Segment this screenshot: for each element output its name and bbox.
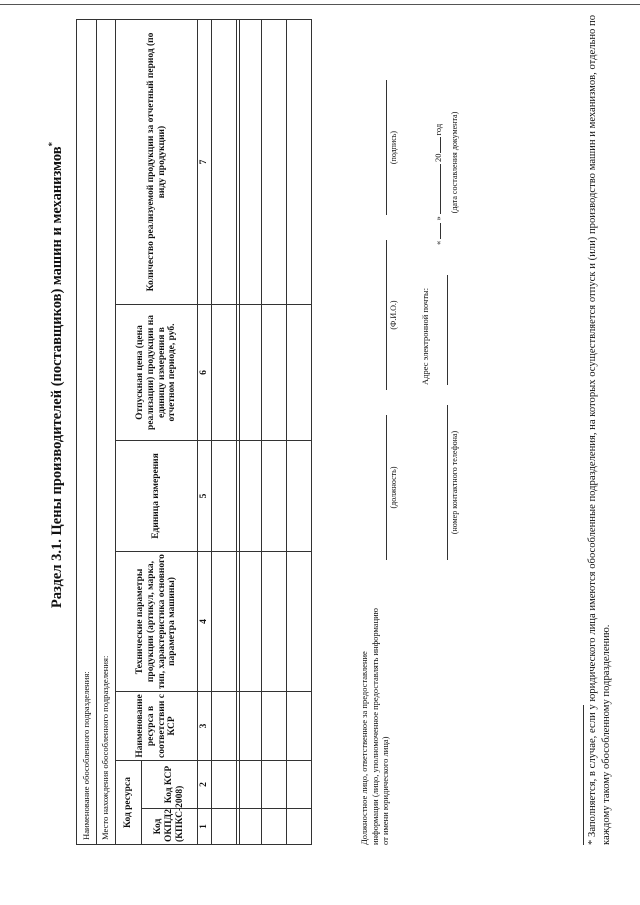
section-title (47, 35, 66, 715)
section-title-text: Раздел 3.1. Цены производителей (поставщиков) машин и механизмов (48, 146, 65, 609)
position-caption: (должность) (389, 466, 398, 509)
table-row (287, 20, 312, 845)
header-quantity: Количество реализуемой продукции за отчетный период (по виду продукции) (116, 20, 198, 305)
footnote-text: * Заполняется, в случае, если у юридического лица имеются обособленные подразделения, на которых осуществляется отпуск и (или) производство машин и механизмов, отдельно по каждому такому обособленному подразделению. (587, 15, 613, 845)
table-row (212, 20, 237, 845)
branch-name-divider (96, 20, 97, 844)
col-number-1: 1 (198, 809, 212, 845)
title-footnote-mark: * (47, 141, 57, 147)
date-open-quote: « (433, 240, 443, 245)
date-year-prefix: 20 (433, 153, 443, 162)
branch-name-label: Наименование обособленного подразделения: (81, 671, 91, 840)
header-ksr-code: Код КСР (142, 761, 198, 809)
header-ksr-name: Наименование ресурса в соответствии с КСР (116, 692, 198, 761)
table-row (237, 20, 262, 845)
phone-caption: (номер контактного телефона) (450, 430, 459, 535)
responsible-person-text: Должностное лицо, ответственное за предоставление информации (лицо, уполномоченное предоставлять информацию от имени юридического лица) (359, 607, 391, 845)
name-line (386, 240, 387, 390)
header-okpd2: Код ОКПД2 (КПКС-2008) (142, 809, 198, 845)
table-row (262, 20, 287, 845)
prices-table (115, 19, 312, 845)
email-label: Адрес электронной почты: (420, 287, 430, 385)
col-number-5: 5 (198, 441, 212, 552)
header-tech-params: Технические параметры продукции (артикул, марка, тип, характеристика основного параметра машины) (116, 552, 198, 692)
signature-line (386, 80, 387, 215)
col-number-6: 6 (198, 305, 212, 441)
resource-code-group-header: Код ресурса (116, 761, 142, 845)
branch-location-label: Место нахождения обособленного подразделения: (100, 655, 110, 840)
date-year-suffix: год (433, 123, 443, 136)
col-number-7: 7 (198, 20, 212, 305)
col-number-3: 3 (198, 692, 212, 761)
col-number-4: 4 (198, 552, 212, 692)
header-unit: Единица измерения (116, 441, 198, 552)
document-date-field (433, 65, 443, 245)
position-line (386, 415, 387, 560)
col-number-2: 2 (198, 761, 212, 809)
date-close-quote: » (433, 216, 443, 221)
signature-caption: (подпись) (389, 130, 398, 165)
header-price: Отпускная цена (цена реализации) продукции на единицу измерения в отчетном периоде, руб. (116, 305, 198, 441)
name-caption: (Ф.И.О.) (389, 300, 398, 330)
email-line (447, 275, 448, 385)
phone-line (447, 405, 448, 560)
footnote-rule (583, 705, 584, 845)
date-caption: (дата составления документа) (450, 111, 459, 214)
